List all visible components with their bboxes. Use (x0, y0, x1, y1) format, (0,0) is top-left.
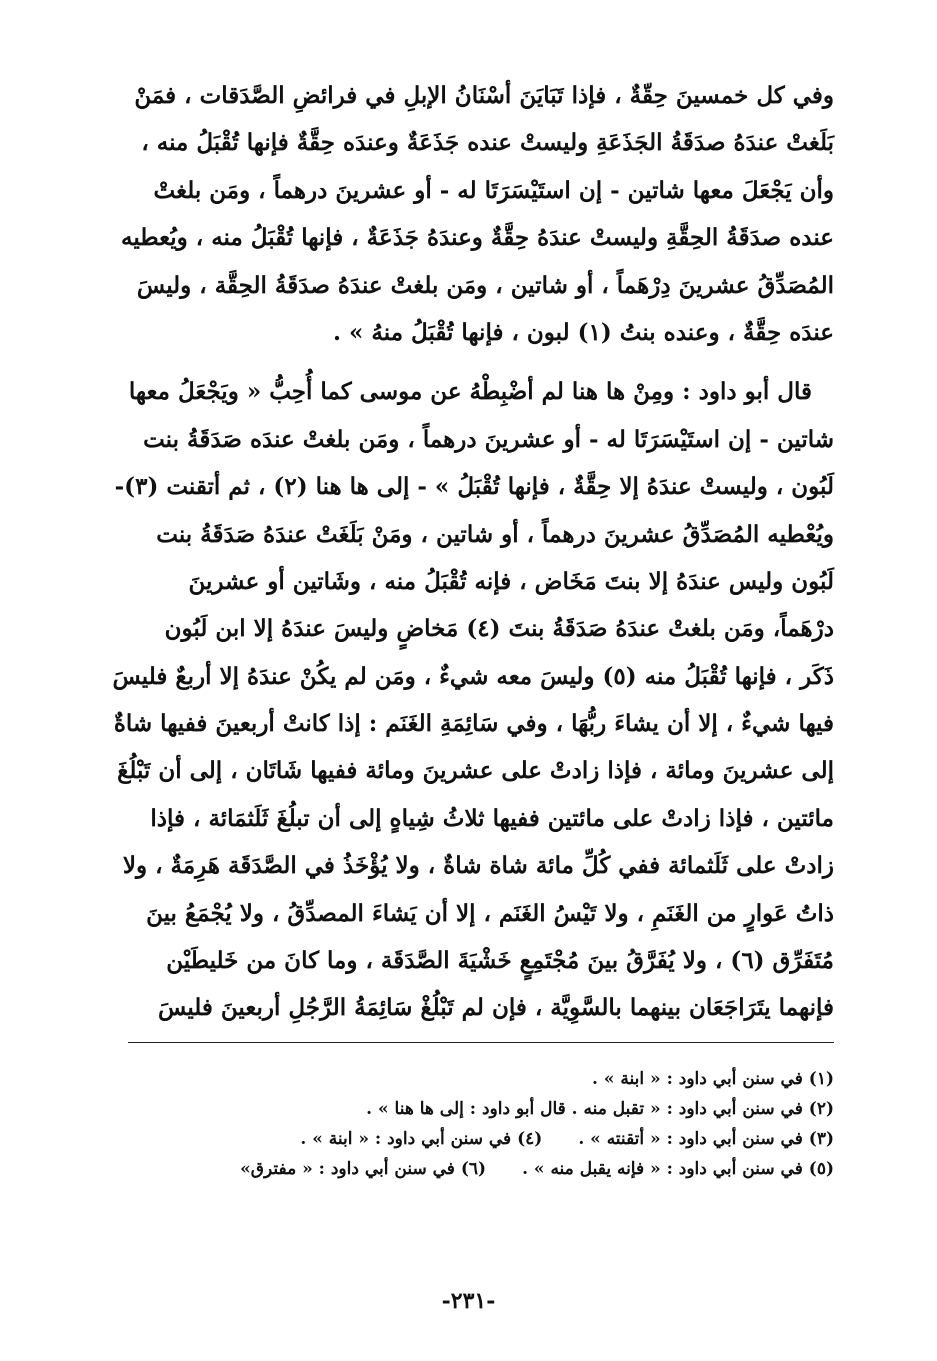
text-line: وأن يَجْعَلَ معها شاتين - إن استَيْسَرَتَا له - أو عشرينَ درهماً ، ومَن بلغتْ (153, 176, 834, 204)
text-line: لَبُون وليس عندَهُ إلا بنتَ مَخَاض ، فإنه تُقْبَلُ منه ، وشَاتين أو عشرينَ (188, 567, 834, 595)
main-text (112, 72, 834, 1044)
page-number: -٢٣١- (441, 1288, 496, 1314)
text-line: عندَه حِقَّةٌ ، وعنده بنتُ (١) لبون ، فإنها تُقْبَلُ منهُ » . (333, 318, 834, 346)
footnotes (128, 1064, 834, 1184)
text-line: فإنهما يتَرَاجَعَان بينهما بالسَّوِيَّة ، فإن لم تَبْلُغْ سَائِمَةُ الرَّجُلِ أربعينَ فليسَ (158, 994, 834, 1022)
text-line: درْهَماً، ومَن بلغتْ عندَهُ صَدَقَةُ بنتَ (٤) مَخاضٍ وليسَ عندَهُ إلا ابن لَبُون (164, 615, 834, 643)
footnote-row-3-4 (128, 1124, 834, 1154)
footnote-row-5-6 (128, 1154, 834, 1184)
footnote-divider (128, 1042, 834, 1043)
footnote-3: (٣) في سنن أبي داود : « أتقنته » . (578, 1129, 834, 1149)
footnote-4: (٤) في سنن أبي داود : « ابنة » . (300, 1129, 543, 1149)
text-line: ويُعْطيه المُصَدِّقُ عشرينَ درهماً ، أو شاتين ، ومَنْ بَلَغَتْ عندَهُ صَدَقَةُ بنت (156, 520, 834, 548)
text-line: قال أبو داود : ومِنْ ها هنا لم أضْبِطْهُ عن موسى كما أُحِبُّ « ويَجْعَلُ معها (128, 378, 812, 406)
text-line: عنده صدَقَةُ الحِقَّةِ وليستْ عندَهُ حِقَّةٌ وعندَهُ جَذَعَةٌ ، فإنها تُقْبَلُ منه ، ويُعطيه (121, 224, 834, 252)
text-line: لَبُون ، وليستْ عندَهُ إلا حِقَّةٌ ، فإنها تُقْبَلُ » - إلى ها هنا (٢) ، ثم أتقنت (٣)- (114, 473, 834, 501)
text-line: فيها شيءٌ ، إلا أن يشاءَ ربُّهَا ، وفي سَائِمَةِ الغَنَم : إذا كانتْ أربعينَ ففيها شاةٌ (113, 710, 834, 738)
text-line: بَلَغتْ عندَهُ صدَقَةُ الجَذَعَةِ وليستْ عنده جَذَعَةٌ وعندَه حِقَّةٌ فإنها تُقْبَلُ منه ، (141, 129, 834, 157)
text-line: زادتْ على ثَلَثمائة ففي كُلِّ مائة شاة شاةٌ ، ولا يُؤْخَذُ في الصَّدَقَة هَرِمَةٌ ، ولا (122, 852, 834, 880)
text-line: وفي كل خمسينَ حِقّةٌ ، فإذا تَبَايَنَ أسْنَانُ الإبلِ في فرائضِ الصَّدَقات ، فمَنْ (134, 82, 834, 109)
footnote-1: (١) في سنن أبي داود : « ابنة » . (592, 1069, 834, 1089)
footnote-2: (٢) في سنن أبي داود : « تقبل منه . قال أبو داود : إلى ها هنا » . (366, 1099, 834, 1119)
paragraph-2 (112, 368, 834, 1031)
paragraph-1 (121, 72, 834, 356)
text-line: مائتين ، فإذا زادتْ على مائتين ففيها ثلاثُ شِياهٍ إلى أن تبلُغَ ثَلَثمَائة ، فإذا (150, 804, 834, 832)
text-line: ذاتُ عَوارٍ من الغَنَمِ ، ولا تَيْسُ الغَنَم ، إلا أن يَشاءَ المصدِّقُ ، ولا يُجْمَعُ بينَ (146, 899, 834, 927)
footnote-5: (٥) في سنن أبي داود : « فإنه يقبل منه » . (522, 1159, 834, 1179)
footnote-6: (٦) في سنن أبي داود : « مفترق» (240, 1159, 487, 1179)
text-line: المُصَدِّقُ عشرينَ دِرْهَماً ، أو شاتين ، ومَن بلغتْ عندَهُ صدَقَةُ الحِقَّة ، وليسَ (136, 271, 834, 299)
text-line: شاتين - إن استَيْسَرَتَا له - أو عشرينَ درهماً ، ومَن بلغتْ عندَه صَدَقَةُ بنت (143, 425, 834, 453)
text-line: مُتَفَرِّق (٦) ، ولا يُفَرَّقُ بينَ مُجْتَمِعٍ خَشْيَةَ الصَّدَقَة ، وما كانَ من خَليطَيْن (166, 947, 834, 975)
text-line: ذَكَر ، فإنها تُقْبَلُ منه (٥) وليسَ معه شيءٌ ، ومَن لم يكُنْ عندَهُ إلا أربعٌ فليسَ (112, 662, 834, 690)
text-line: إلى عشرينَ ومائة ، فإذا زادتْ على عشرينَ ومائة ففيها شَاتَان ، إلى أن تَبْلُغَ (117, 757, 834, 785)
